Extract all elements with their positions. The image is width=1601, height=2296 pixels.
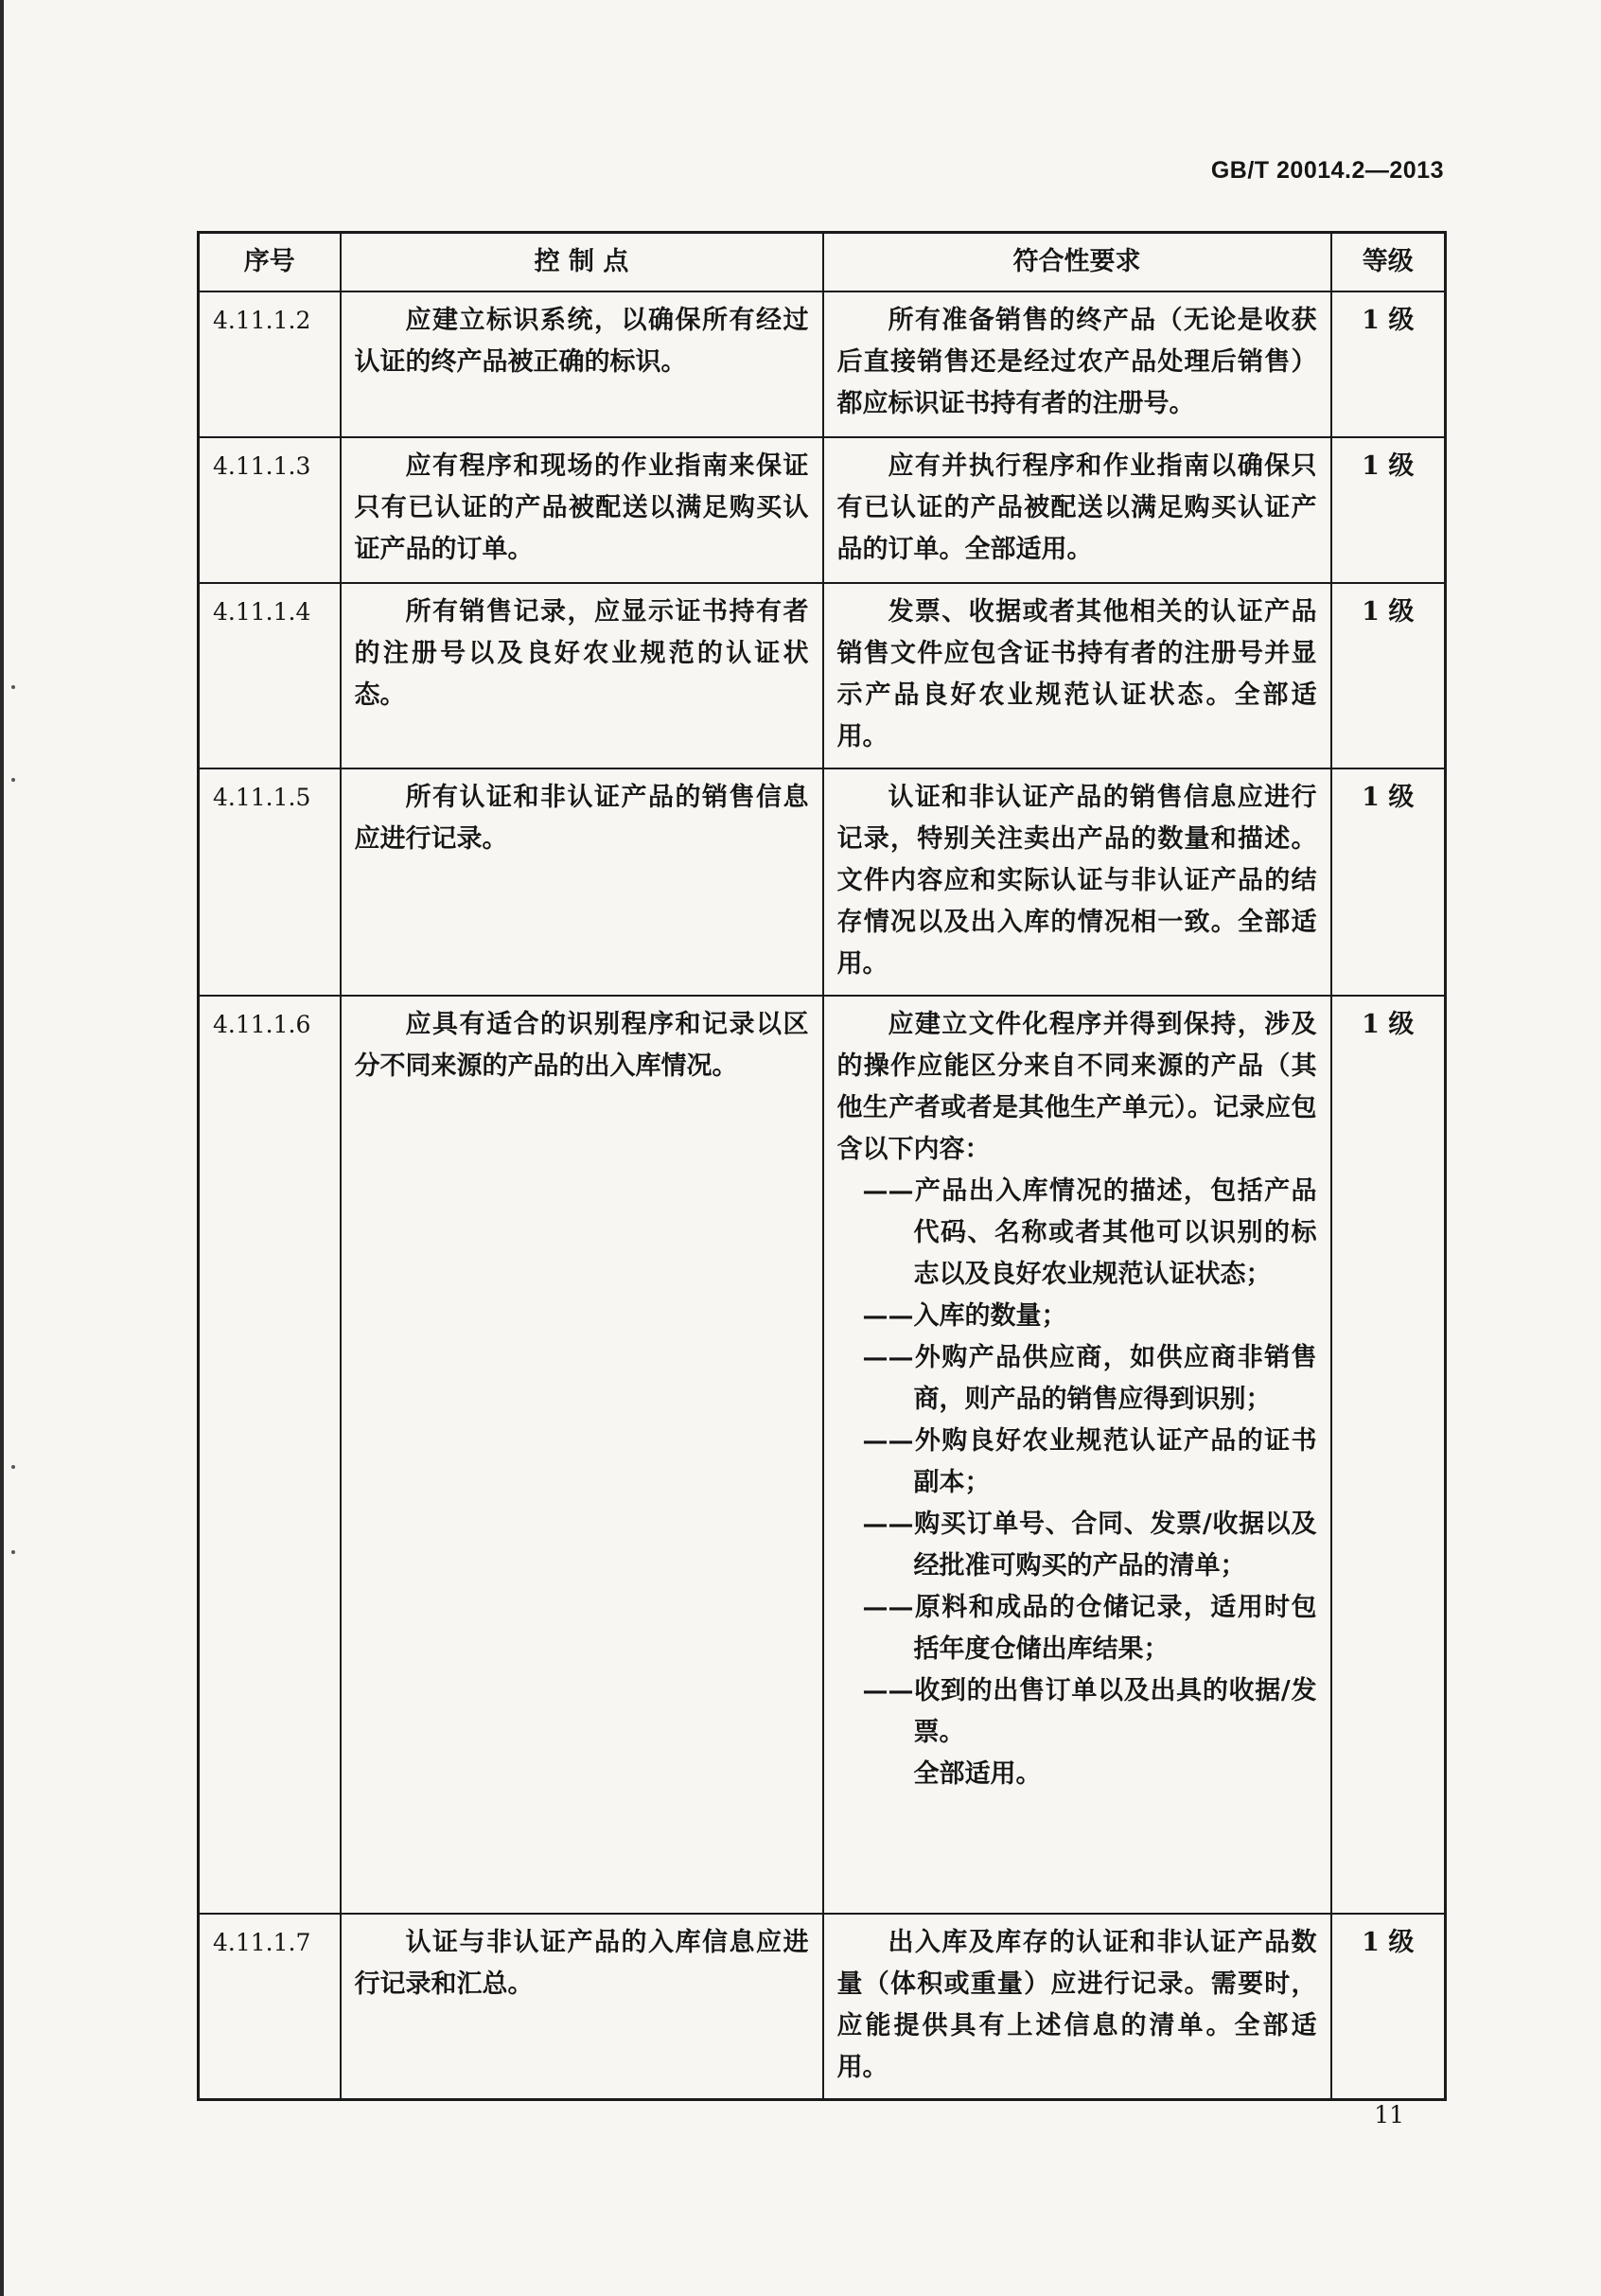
list-item: ——产品出入库情况的描述，包括产品代码、名称或者其他可以识别的标志以及良好农业规范认证状态； (862, 1176, 1317, 1289)
list-tail: 全部适用。 (913, 1759, 1042, 1789)
column-header-requirement: 符合性要求 (823, 233, 1331, 292)
cell-control (341, 437, 823, 583)
cell-requirement (823, 583, 1331, 768)
control-text: 所有销售记录，应显示证书持有者的注册号以及良好农业规范的认证状态。 (354, 597, 809, 710)
scan-dot (11, 1465, 15, 1469)
table-row (199, 291, 1446, 437)
cell-no: 4.11.1.2 (199, 291, 341, 437)
requirements-table (197, 231, 1447, 2101)
list-item: ——原料和成品的仓储记录，适用时包括年度仓储出库结果； (862, 1593, 1317, 1664)
control-text: 所有认证和非认证产品的销售信息应进行记录。 (354, 783, 809, 854)
column-header-level: 等级 (1331, 233, 1446, 292)
requirement-text: 应有并执行程序和作业指南以确保只有已认证的产品被配送以满足购买认证产品的订单。全部适用。 (836, 451, 1317, 564)
cell-no: 4.11.1.5 (199, 768, 341, 996)
cell-control (341, 768, 823, 996)
control-text: 应有程序和现场的作业指南来保证只有已认证的产品被配送以满足购买认证产品的订单。 (354, 451, 809, 564)
table-row (199, 1914, 1446, 2100)
cell-control (341, 291, 823, 437)
list-item: ——购买订单号、合同、发票/收据以及经批准可购买的产品的清单； (862, 1510, 1317, 1581)
cell-level: 1 级 (1331, 768, 1446, 996)
scan-dot (11, 1550, 15, 1554)
scan-edge (0, 0, 4, 2296)
scan-dot (11, 685, 15, 689)
requirement-text: 应建立文件化程序并得到保持，涉及的操作应能区分来自不同来源的产品（其他生产者或者是其他生产单元）。记录应包含以下内容： (836, 1010, 1317, 1164)
table-row (199, 996, 1446, 1914)
table-header-row (199, 233, 1446, 292)
cell-control (341, 996, 823, 1914)
page-number: 11 (1374, 2101, 1404, 2128)
document-code: GB/T 20014.2—2013 (1210, 157, 1444, 184)
table-row (199, 768, 1446, 996)
cell-requirement (823, 437, 1331, 583)
cell-requirement (823, 291, 1331, 437)
cell-requirement (823, 1914, 1331, 2100)
cell-level: 1 级 (1331, 996, 1446, 1914)
control-text: 应具有适合的识别程序和记录以区分不同来源的产品的出入库情况。 (354, 1010, 809, 1081)
cell-control (341, 1914, 823, 2100)
cell-level: 1 级 (1331, 291, 1446, 437)
cell-level: 1 级 (1331, 583, 1446, 768)
list-item: ——外购良好农业规范认证产品的证书副本； (862, 1426, 1317, 1497)
cell-no: 4.11.1.6 (199, 996, 341, 1914)
control-text: 应建立标识系统，以确保所有经过认证的终产品被正确的标识。 (354, 306, 809, 377)
cell-level: 1 级 (1331, 1914, 1446, 2100)
cell-requirement (823, 768, 1331, 996)
requirement-text: 出入库及库存的认证和非认证产品数量（体积或重量）应进行记录。需要时，应能提供具有上述信息的清单。全部适用。 (836, 1928, 1317, 2082)
list-item: ——入库的数量； (862, 1301, 1067, 1331)
cell-no: 4.11.1.4 (199, 583, 341, 768)
cell-no: 4.11.1.7 (199, 1914, 341, 2100)
requirement-text: 认证和非认证产品的销售信息应进行记录，特别关注卖出产品的数量和描述。文件内容应和实际认证与非认证产品的结存情况以及出入库的情况相一致。全部适用。 (836, 783, 1317, 979)
cell-level: 1 级 (1331, 437, 1446, 583)
table-row (199, 437, 1446, 583)
column-header-no: 序号 (199, 233, 341, 292)
cell-control (341, 583, 823, 768)
control-text: 认证与非认证产品的入库信息应进行记录和汇总。 (354, 1928, 809, 1999)
requirement-text: 所有准备销售的终产品（无论是收获后直接销售还是经过农产品处理后销售）都应标识证书持有者的注册号。 (836, 306, 1317, 418)
requirement-text: 发票、收据或者其他相关的认证产品销售文件应包含证书持有者的注册号并显示产品良好农业规范认证状态。全部适用。 (836, 597, 1317, 751)
list-item: ——外购产品供应商，如供应商非销售商，则产品的销售应得到识别； (862, 1343, 1317, 1414)
cell-no: 4.11.1.3 (199, 437, 341, 583)
column-header-control: 控 制 点 (341, 233, 823, 292)
scan-dot (11, 778, 15, 782)
table-row (199, 583, 1446, 768)
list-item: ——收到的出售订单以及出具的收据/发票。 (862, 1676, 1317, 1747)
cell-requirement (823, 996, 1331, 1914)
